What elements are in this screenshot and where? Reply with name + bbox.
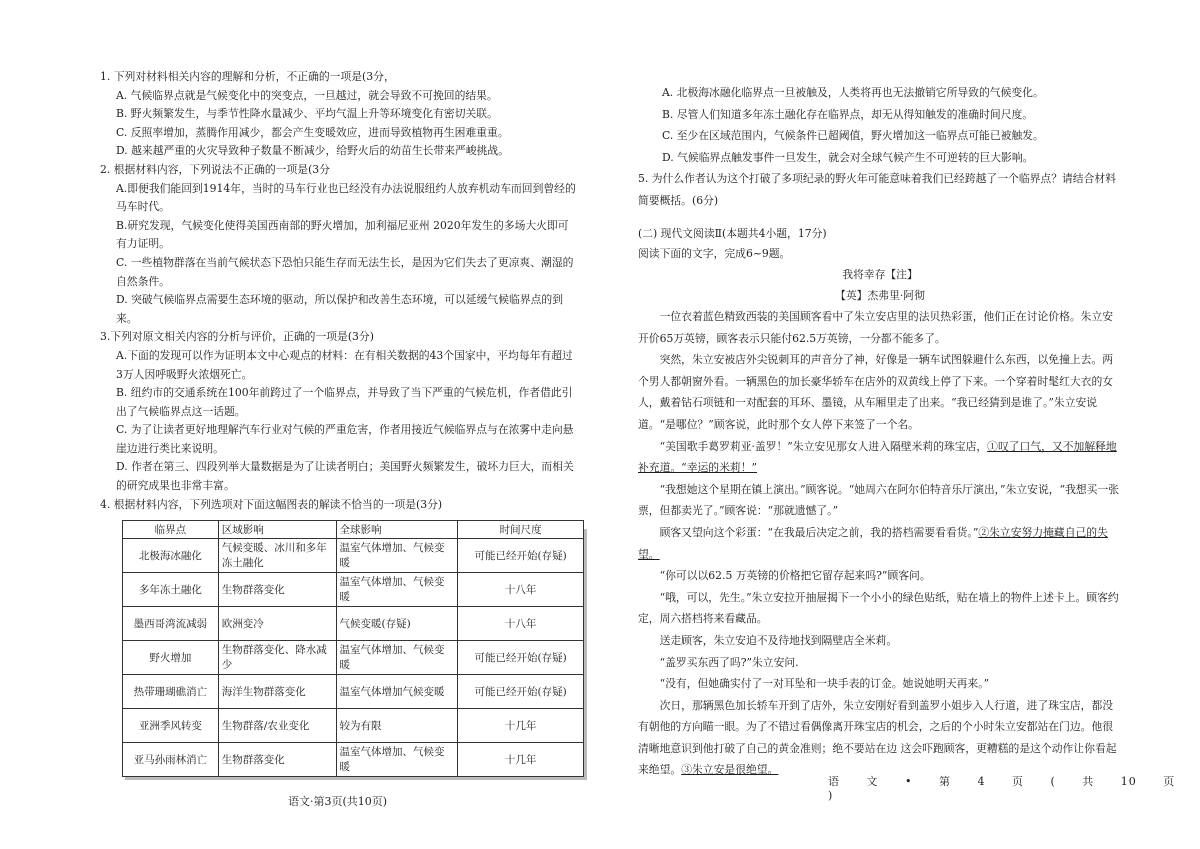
q3-option-b: B. 纽约市的交通系统在100年前跨过了一个临界点，并导致了当下严重的气候危机，作者借此引出了气候临界点这一话题。 — [116, 386, 573, 418]
story-paragraph: “盖罗买东西了吗?”朱立安问. — [659, 655, 799, 669]
story-text: “美国歌手葛罗莉亚·盖罗！”朱立安见那女人进入隔壁米莉的珠宝店， — [659, 439, 988, 453]
section-heading: (二) 现代文阅读Ⅱ(本题共4小题，17分) — [638, 227, 827, 240]
q3-option-a: A.下面的发现可以作为证明本文中心观点的材料：在有相关数据的43个国家中，平均每年有超过3万人因呼吸野火浓烟死亡。 — [116, 348, 573, 381]
table-cell: 亚洲季风转变 — [123, 709, 219, 743]
q1-option-d: D. 越来越严重的火灾导致种子数量不断减少，给野火后的幼苗生长带来严峻挑战。 — [116, 144, 510, 158]
q2-option-d: D. 突破气候临界点需要生态环境的驱动，所以保护和改善生态环境，可以延缓气候临界点的到来。 — [116, 293, 564, 325]
table-cell: 可能已经开始(存疑) — [458, 675, 584, 709]
table-cell: 北极海冰融化 — [123, 539, 219, 573]
table-cell: 温室气体增加、气候变暖 — [336, 743, 458, 777]
story-author: 【英】杰弗里·阿彻 — [835, 289, 925, 302]
story-paragraph: 送走顾客，朱立安迫不及待地找到隔壁店全米莉。 — [659, 633, 898, 647]
story-body — [638, 306, 1122, 781]
q1-option-b: B. 野火频繁发生，与季节性降水量减少、平均气温上升等环境变化有密切关联。 — [116, 107, 498, 121]
table-cell: 生物群落变化、降水减少 — [218, 641, 336, 675]
table-cell: 生物群落/农业变化 — [218, 709, 336, 743]
table-row — [123, 573, 584, 607]
q2-option-c: C. 一些植物群落在当前气候状态下恐怕只能生存而无法生长，是因为它们失去了更凉爽、潮湿的自然条件。 — [116, 255, 574, 288]
spacer — [638, 211, 1122, 224]
story-paragraph: “你可以以62.5 万英镑的价格把它留存起来吗?”顾客问。 — [659, 569, 931, 583]
story-title: 我将幸存【注】 — [842, 268, 918, 281]
q1-stem: 1. 下列对材料相关内容的理解和分析，不正确的一项是(3分， — [100, 70, 395, 83]
table-header-row — [123, 521, 584, 539]
q3-option-c: C. 为了让读者更好地理解汽车行业对气候的严重危害，作者用接近气候临界点与在浓雾中走向悬崖边进行类比来说明。 — [116, 423, 574, 455]
story-paragraph — [638, 695, 1122, 781]
table-row — [123, 641, 584, 675]
table-row — [123, 709, 584, 743]
table-cell: 十八年 — [458, 573, 584, 607]
table-header-cell: 全球影响 — [336, 521, 458, 539]
story-paragraph: 一位衣着蓝色精致西装的美国顾客看中了朱立安店里的法贝热彩蛋，他们正在讨论价格。朱立安开价65万英镑，顾客表示只能付62.5万英镑，一分都不能多了。 — [638, 310, 1114, 345]
q1-option-a: A. 气候临界点就是气候变化中的突变点，一旦越过，就会导致不可挽回的结果。 — [116, 88, 498, 102]
q1-option-c: C. 反照率增加，蒸腾作用减少，都会产生变暖效应，进而导致植物再生困难重重。 — [116, 125, 509, 139]
table-cell: 温室气体增加气候变暖 — [336, 675, 458, 709]
table-cell: 生物群落变化 — [218, 743, 336, 777]
q4-option-b: B. 尽管人们知道多年冻土融化存在临界点，却无从得知触发的准确时间尺度。 — [662, 107, 1034, 121]
table-cell: 欧洲变冷 — [218, 607, 336, 641]
underlined-sentence-2: ②朱立安努力掩藏自己的失望。 — [638, 525, 1108, 561]
story-text: 次日，那辆黑色加长轿车开到了店外，朱立安刚好看到盖罗小姐步入人行道，进了珠宝店，都没有朝他的方向瞄一眼。为了不错过看偶像离开珠宝店的机会，之后的个小时朱立安都站在门边。他很清晰地意识到他打破了自己的黄金准则；绝不要站在边 这会吓跑顾客，更糟糕的是这个动作让你看起来绝望。 — [638, 698, 1117, 777]
table-cell: 较为有限 — [336, 709, 458, 743]
story-paragraph — [638, 522, 1122, 565]
q2-stem: 2. 根据材料内容，下列说法不正确的一项是(3分 — [100, 162, 330, 176]
story-paragraph: 突然，朱立安被店外尖锐刺耳的声音分了神，好像是一辆车试图躲避什么东西，以免撞上去。两个男人都朝窗外看。一辆黑色的加长豪华轿车在店外的双黄线上停了下来。一个穿着时髦红大衣的女人，戴着钻石项链和一对配套的耳环、墨镜，从车厢里走了出来。“我已经猜到是谁了。”朱立安说道。“是哪位？”顾客说，此时那个女人停下来签了一个名。 — [638, 353, 1114, 431]
table-header-cell: 区域影响 — [218, 521, 336, 539]
table-cell: 可能已经开始(存疑) — [458, 641, 584, 675]
story-paragraph: “没有，但她确实付了一对耳坠和一块手表的订金。她说她明天再来。” — [659, 677, 990, 691]
right-column — [638, 82, 1122, 781]
q3-stem: 3.下列对原文相关内容的分析与评价，正确的一项是(3分) — [100, 330, 374, 344]
table-row — [123, 675, 584, 709]
q2-option-b: B.研究发现，气候变化使得美国西南部的野火增加，加利福尼亚州 2020年发生的多场大火即可有力证明。 — [116, 218, 569, 251]
table-cell: 十几年 — [458, 709, 584, 743]
story-paragraph: “我想她这个星期在镇上演出。”顾客说。“她周六在阿尔伯特音乐厅演出，”朱立安说，“我想买一张票，但都卖光了。”顾客说：“那就遗憾了。” — [638, 482, 1120, 518]
q3-option-d: D. 作者在第三、四段列举大量数据是为了让读者明白；美国野火频繁发生，破坏力巨大，而相关的研究成果也非常丰富。 — [116, 460, 574, 493]
underlined-sentence-1: ①叹了口气，又不加解释地补充道。“幸运的米莉！” — [638, 439, 1117, 475]
q4-option-c: C. 至少在区域范围内，气候条件已超阈值，野火增加这一临界点可能已被触发。 — [662, 129, 1044, 142]
page-footer-left: 语文·第3页(共10页) — [288, 795, 388, 808]
story-paragraph — [638, 436, 1122, 479]
reading-instruction: 阅读下面的文字，完成6~9题。 — [638, 247, 791, 260]
q5-stem: 5. 为什么作者认为这个打破了多项纪录的野火年可能意味着我们已经跨越了一个临界点？请结合材料简要概括。(6分) — [638, 172, 1116, 207]
table-header-cell: 时间尺度 — [458, 521, 584, 539]
table-cell: 十八年 — [458, 607, 584, 641]
table-cell: 野火增加 — [123, 641, 219, 675]
table-cell: 热带珊瑚礁消亡 — [123, 675, 219, 709]
table-row — [123, 539, 584, 573]
table-cell: 温室气体增加、气候变暖 — [336, 539, 458, 573]
tipping-point-table — [122, 520, 584, 777]
table-cell: 可能已经开始(存疑) — [458, 539, 584, 573]
q4-option-a: A. 北极海冰融化临界点一旦被触及，人类将再也无法撤销它所导致的气候变化。 — [662, 86, 1044, 99]
table-cell: 多年冻土融化 — [123, 573, 219, 607]
q4-stem: 4. 根据材料内容，下列选项对下面这幅图表的解读不恰当的一项是(3分) — [100, 497, 443, 511]
table-row — [123, 607, 584, 641]
table-row — [123, 743, 584, 777]
table-cell: 气候变暖(存疑) — [336, 607, 458, 641]
table-header-cell: 临界点 — [123, 521, 219, 539]
table-cell: 十几年 — [458, 743, 584, 777]
q4-option-d: D. 气候临界点触发事件一旦发生，就会对全球气候产生不可逆转的巨大影响。 — [662, 150, 1034, 164]
table-cell: 温室气体增加、气候变暖 — [336, 573, 458, 607]
table-cell: 海洋生物群落变化 — [218, 675, 336, 709]
table-cell: 温室气体增加、气候变暖 — [336, 641, 458, 675]
underlined-sentence-3: ③朱立安是很绝望。 — [681, 763, 779, 777]
story-text: 顾客又望向这个彩蛋：“在我最后决定之前，我的搭档需要看看货。” — [659, 525, 979, 539]
table-cell: 亚马孙雨林消亡 — [123, 743, 219, 777]
table-cell: 气候变暖、冰川和多年冻土融化 — [218, 539, 336, 573]
table-cell: 墨西哥湾流减弱 — [123, 607, 219, 641]
q2-option-a: A.即便我们能回到1914年，当时的马车行业也已经没有办法说服纽约人放弃机动车而回到曾经的马车时代。 — [116, 181, 576, 214]
page-footer-right: 语 文 • 第 4 页 ( 共 10 页 ) — [828, 775, 1176, 802]
story-paragraph: “哦，可以，先生。”朱立安拉开抽屉揭下一个小小的绿色贴纸，贴在墙上的物件上述卡上。顾客约定，周六搭档将来看藏品。 — [638, 590, 1119, 626]
tipping-point-table-wrap — [100, 520, 578, 777]
left-column — [100, 68, 578, 777]
table-cell: 生物群落变化 — [218, 573, 336, 607]
